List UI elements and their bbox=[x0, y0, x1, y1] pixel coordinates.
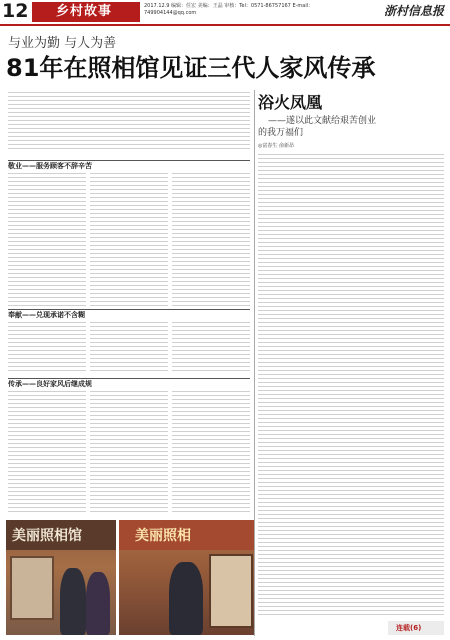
column-text bbox=[90, 322, 168, 374]
section-divider bbox=[8, 160, 250, 161]
newspaper-brand: 浙村信息报 bbox=[383, 4, 444, 18]
sidebar-author: ◎富春生 俞新昂 bbox=[258, 143, 294, 149]
column-separator bbox=[254, 90, 255, 636]
section-divider bbox=[8, 309, 250, 310]
page-number: 12 bbox=[2, 1, 32, 22]
section-title-2: 奉献——兑现承诺不含糊 bbox=[8, 311, 85, 319]
sidebar-subtitle: ——遂以此文献给艰苦创业 bbox=[268, 116, 377, 126]
column-text bbox=[8, 391, 86, 515]
person-figure bbox=[60, 568, 86, 635]
article-headline: 81年在照相馆见证三代人家风传承 bbox=[6, 54, 376, 82]
page-header bbox=[0, 0, 450, 24]
intro-paragraph bbox=[8, 92, 250, 150]
continued-badge bbox=[388, 621, 444, 635]
column-text bbox=[90, 173, 168, 309]
section-title-1: 敬业——服务顾客不辞辛苦 bbox=[8, 162, 92, 170]
sidebar-title: 浴火凤凰 bbox=[258, 93, 323, 112]
continued-label: 连载(6) bbox=[396, 624, 422, 632]
column-text bbox=[172, 173, 250, 309]
header-meta: 2017.12.9 编辑：任宏 美编：王晶 审核：Tel：0571-86757167 E-mail：749904144@qq.com bbox=[144, 3, 314, 16]
column-text bbox=[90, 391, 168, 515]
header-rule bbox=[0, 24, 450, 26]
section-divider bbox=[8, 378, 250, 379]
section-title-3: 传承——良好家风后继成规 bbox=[8, 380, 92, 388]
section-name: 乡村故事 bbox=[56, 4, 113, 19]
photo-shop-front bbox=[6, 520, 116, 635]
photo-shop-interior bbox=[119, 520, 254, 635]
column-text bbox=[8, 173, 86, 309]
shop-sign: 美丽照相馆 bbox=[12, 528, 82, 544]
column-text bbox=[8, 322, 86, 374]
shop-sign: 美丽照相 bbox=[135, 528, 191, 544]
sidebar-text bbox=[258, 154, 444, 616]
person-figure bbox=[86, 572, 110, 635]
column-text bbox=[172, 391, 250, 515]
person-figure bbox=[169, 562, 203, 635]
section-band bbox=[32, 2, 140, 22]
column-text bbox=[172, 322, 250, 374]
sidebar-subtitle-2: 的我万福们 bbox=[258, 128, 304, 138]
article-subhead: 与业为勤 与人为善 bbox=[8, 36, 117, 51]
